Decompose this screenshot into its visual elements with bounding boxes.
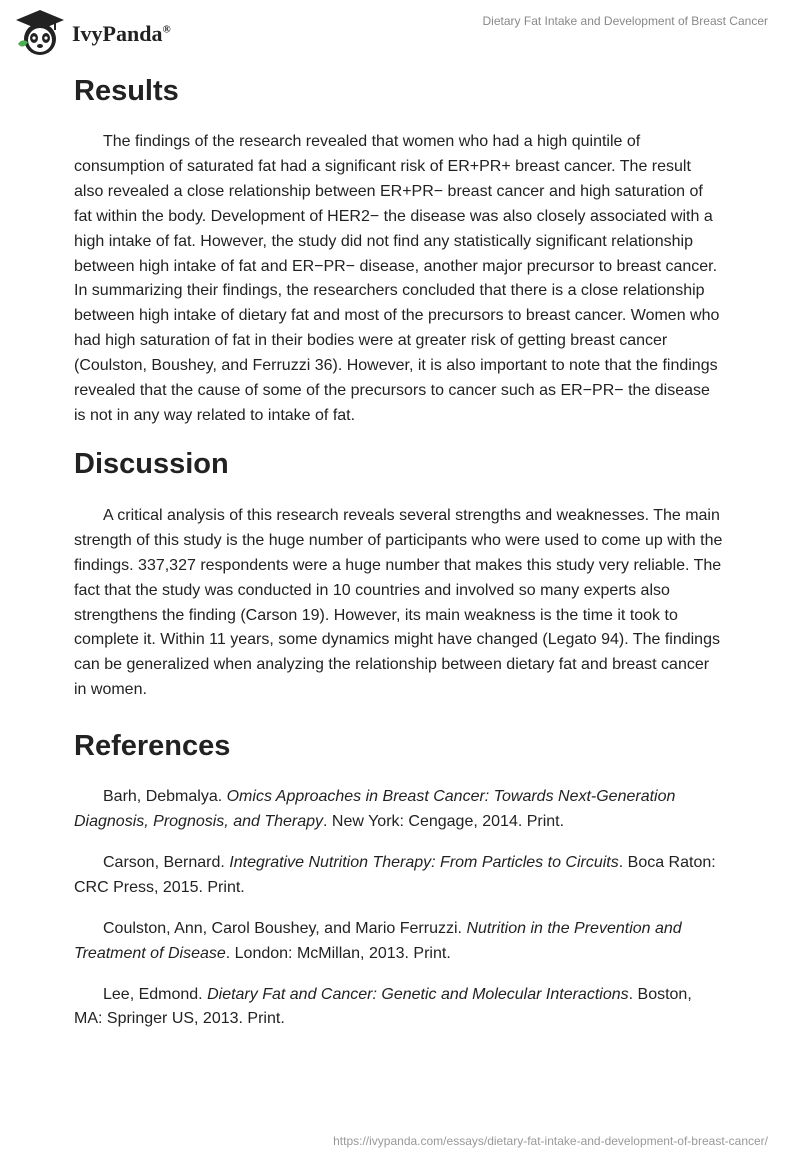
ivypanda-logo[interactable] [14,8,171,58]
reference-item: Barh, Debmalya. Omics Approaches in Breast Cancer: Towards Next-Generation Diagnosis, Prognosis, and Therapy. New York: Cengage, 2014. Print. [74,788,676,831]
reference-item: Coulston, Ann, Carol Boushey, and Mario Ferruzzi. Nutrition in the Prevention and Treatment of Disease. London: McMillan, 2013. Print. [74,919,682,962]
results-heading: Results [74,75,179,107]
discussion-paragraph: A critical analysis of this research reveals several strengths and weaknesses. The main strength of this study is the huge number of participants who were used to come up with the findings. 337,327 respondents were a huge number that makes this study very reliable. The fact that the study was conducted in 10 countries and involved so many experts also strengthens the finding (Carson 19). However, its main weakness is the time it took to complete it. Within 11 years, some dynamics might have changed (Legato 94). The findings can be generalized when analyzing the relationship between dietary fat and breast cancer in women. [74,506,723,699]
running-title: Dietary Fat Intake and Development of Breast Cancer [482,14,768,28]
essay-content [74,72,724,1048]
brand-name: IvyPanda® [72,21,171,46]
discussion-heading: Discussion [74,447,229,480]
reference-item: Lee, Edmond. Dietary Fat and Cancer: Genetic and Molecular Interactions. Boston, MA: Springer US, 2013. Print. [74,985,692,1028]
references-list [74,785,724,1032]
references-heading: References [74,730,231,763]
reference-item: Carson, Bernard. Integrative Nutrition Therapy: From Particles to Circuits. Boca Raton: CRC Press, 2015. Print. [74,853,716,896]
panda-graduate-icon [14,8,66,58]
results-paragraph: The findings of the research revealed that women who had a high quintile of consumption of saturated fat had a significant risk of ER+PR+ breast cancer. The result also revealed a close relationship between ER+PR− breast cancer and high saturation of fat within the body. Development of HER2− the disease was also closely associated with a high intake of fat. However, the study did not find any statistically significant relationship between high intake of fat and ER−PR− disease, another major precursor to breast cancer. In summarizing their findings, the researchers concluded that there is a close relationship between high intake of dietary fat and most of the precursors to breast cancer. Women who had high saturation of fat in their bodies were at greater risk of getting breast cancer (Coulston, Boushey, and Ferruzzi 36). However, it is also important to note that the findings revealed that the cause of some of the precursors to cancer such as ER−PR− the disease is not in any way related to intake of fat. [74,133,720,424]
page-header [0,0,800,60]
source-url[interactable]: https://ivypanda.com/essays/dietary-fat-intake-and-development-of-breast-cancer/ [333,1134,768,1148]
